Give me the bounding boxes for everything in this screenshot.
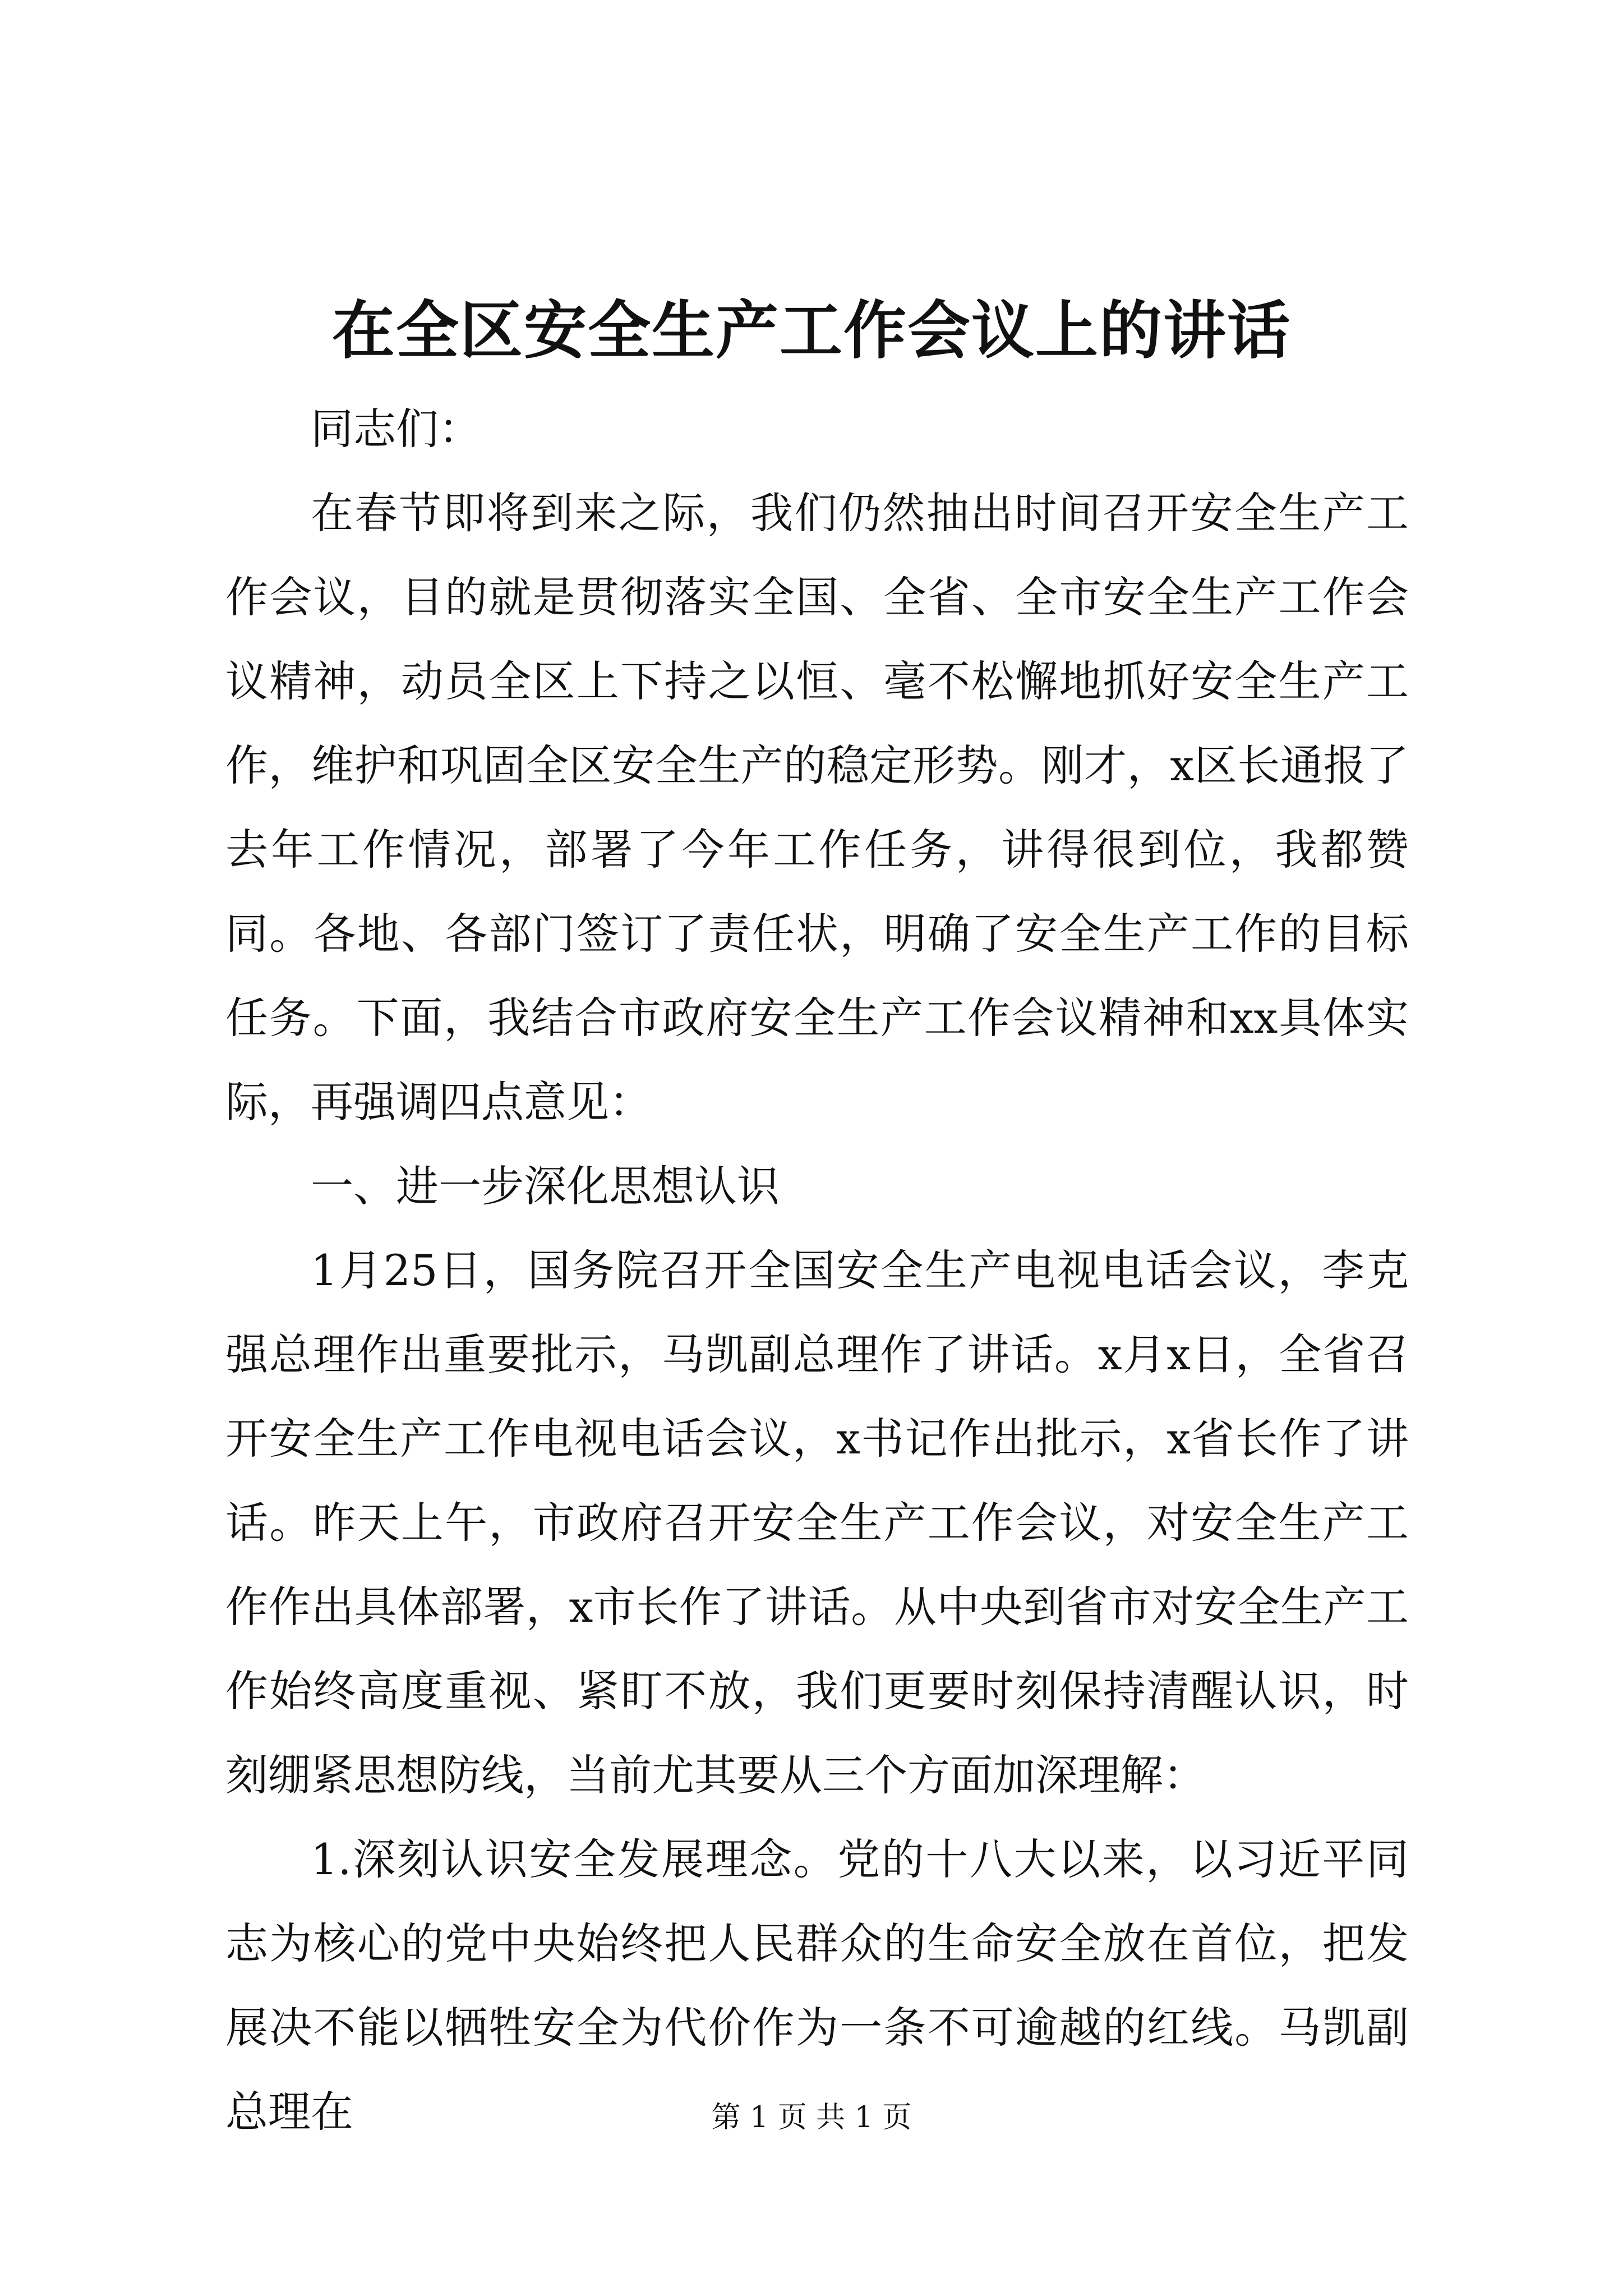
page-number-footer: 第 1 页 共 1 页 [711, 2101, 912, 2134]
section-heading-1: 一、进一步深化思想认识 [311, 1161, 780, 1211]
paragraph-intro: 在春节即将到来之际，我们仍然抽出时间召开安全生产工作会议，目的就是贯彻落实全国、全省、全市安全生产工作会议精神，动员全区上下持之以恒、毫不松懈地抓好安全生产工作，维护和巩固全区安全生产的稳定形势。刚才，x区长通报了去年工作情况，部署了今年工作任务，讲得很到位，我都赞同。各地、各部门签订了责任状，明确了安全生产工作的目标任务。下面，我结合市政府安全生产工作会议精神和xx具体实际，再强调四点意见： [225, 488, 1409, 1127]
salutation: 同志们： [311, 404, 481, 454]
paragraph-meetings: 1月25日，国务院召开全国安全生产电视电话会议，李克强总理作出重要批示，马凯副总理作了讲话。x月x日，全省召开安全生产工作电视电话会议，x书记作出批示，x省长作了讲话。昨天上午，市政府召开安全生产工作会议，对安全生产工作作出具体部署，x市长作了讲话。从中央到省市对安全生产工作始终高度重视、紧盯不放，我们更要时刻保持清醒认识，时刻绷紧思想防线，当前尤其要从三个方面加深理解： [225, 1245, 1409, 1800]
paragraph-point-1: 1.深刻认识安全发展理念。党的十八大以来，以习近平同志为核心的党中央始终把人民群众的生命安全放在首位，把发展决不能以牺牲安全为代价作为一条不可逾越的红线。马凯副总理在 [225, 1834, 1409, 2137]
document-body [225, 387, 1409, 2154]
document-title: 在全区安全生产工作会议上的讲话 [332, 294, 1291, 367]
